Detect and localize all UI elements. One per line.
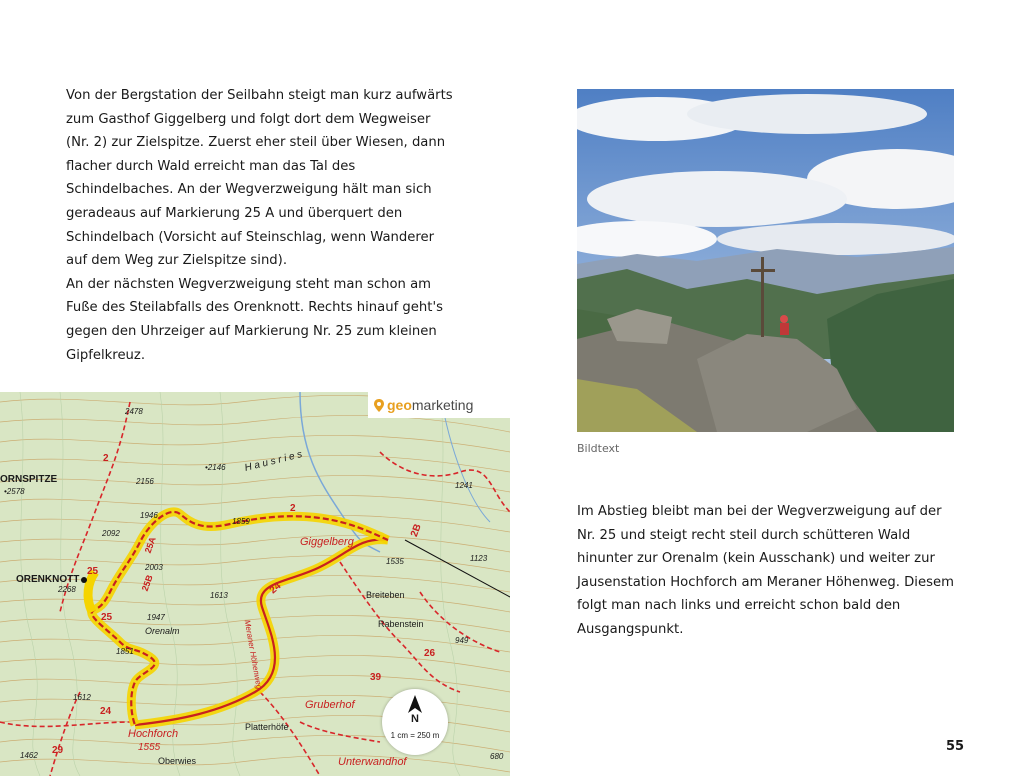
summit-photo — [577, 89, 954, 432]
alt-1612: 1612 — [73, 693, 91, 702]
alt-1946: 1946 — [140, 511, 158, 520]
compass-north-label: N — [411, 713, 419, 725]
trail-25-lower: 25 — [101, 612, 113, 623]
label-hausries: H a u s r i e s — [243, 449, 304, 474]
label-meraner: Meraner Höhenweg — [242, 619, 264, 690]
label-ornspitze: ORNSPITZE — [0, 474, 58, 485]
trail-2: 2 — [290, 503, 296, 514]
north-compass — [382, 689, 448, 755]
left-text-column — [66, 84, 456, 367]
trail-25b: 25B — [139, 573, 155, 593]
alt-1859: 1859 — [232, 517, 250, 526]
alt-1241: 1241 — [455, 481, 473, 490]
alt-1462: 1462 — [20, 751, 38, 760]
alt-1851: 1851 — [116, 647, 134, 656]
trail-29: 29 — [52, 745, 64, 756]
alt-1947: 1947 — [147, 613, 165, 622]
alt-2478: 2478 — [125, 407, 143, 416]
label-orenknott: ORENKNOTT — [16, 574, 80, 585]
label-ornspitze-alt: •2578 — [4, 487, 25, 496]
alt-1613: 1613 — [210, 591, 228, 600]
photo-caption: Bildtext — [577, 442, 620, 455]
label-giggelberg: Giggelberg — [300, 536, 354, 548]
trail-25a: 25A — [142, 535, 158, 555]
label-rabenstein: Rabenstein — [378, 619, 424, 629]
label-hochforch: Hochforch — [128, 728, 179, 740]
brand-geo: geo — [387, 397, 412, 413]
alt-1123: 1123 — [470, 554, 488, 563]
label-unterwandhof: Unterwandhof — [338, 756, 407, 768]
label-hochforch-alt: 1555 — [138, 742, 161, 753]
paragraph-ascent: Von der Bergstation der Seilbahn steigt man kurz aufwärts zum Gasthof Giggelberg und folgt dort dem Wegweiser (Nr. 2) zur Zielspitze. Zuerst eher steil über Wiesen, dann flacher durch Wald erreicht man das Tal des Schindelbaches. An der Wegverzweigung hält man sich geradeaus auf Markierung 25 A und überquert den Schindelbach (Vorsicht auf Steinschlag, wenn Wanderer auf dem Weg zur Zielspitze sind). — [66, 88, 453, 269]
geomarketing-logo — [368, 392, 510, 418]
trail-25: 25 — [87, 566, 99, 577]
label-oberwies: Oberwies — [158, 756, 197, 766]
right-text-column — [577, 500, 957, 642]
alt-949: 949 — [455, 636, 469, 645]
alt-2092: 2092 — [102, 529, 120, 538]
trail-2-north: 2 — [103, 453, 109, 464]
page-number: 55 — [946, 739, 965, 754]
alt-2156: 2156 — [136, 477, 154, 486]
trail-24-mid: 24 — [267, 580, 284, 597]
compass-scale: 1 cm = 250 m — [390, 731, 440, 740]
alt-1535: 1535 — [386, 557, 404, 566]
paragraph-descent: Im Abstieg bleibt man bei der Wegverzweigung auf der Nr. 25 und steigt recht steil durch schütteren Wald hinunter zur Orenalm (kein Ausschank) und weiter zur Jausenstation Hochforch am Meraner Höhenweg. Diesem folgt man nach links und erreicht schon bald den Ausgangspunkt. — [577, 504, 954, 637]
alt-2003: 2003 — [145, 563, 163, 572]
label-gruberhof: Gruberhof — [305, 699, 355, 711]
trail-24: 24 — [100, 706, 112, 717]
trail-2b: 2B — [409, 522, 424, 539]
alt-680: 680 — [490, 752, 504, 761]
label-orenknott-alt: 2268 — [58, 585, 76, 594]
brand-marketing: marketing — [411, 397, 474, 413]
paragraph-summit: An der nächsten Wegverzweigung steht man schon am Fuße des Steilabfalls des Orenknott. Rechts hinauf geht's gegen den Uhrzeiger auf Markierung Nr. 25 zum kleinen Gipfelkreuz. — [66, 276, 443, 363]
label-breiteben: Breiteben — [366, 590, 405, 600]
trail-39: 39 — [370, 672, 382, 683]
label-platterhoefe: Platterhöfe — [245, 722, 289, 732]
trail-26: 26 — [424, 648, 436, 659]
label-orenalm: Orenalm — [145, 626, 180, 636]
alt-2146: •2146 — [205, 463, 226, 472]
map-pin-icon — [374, 399, 384, 412]
north-arrow-icon — [408, 695, 422, 713]
